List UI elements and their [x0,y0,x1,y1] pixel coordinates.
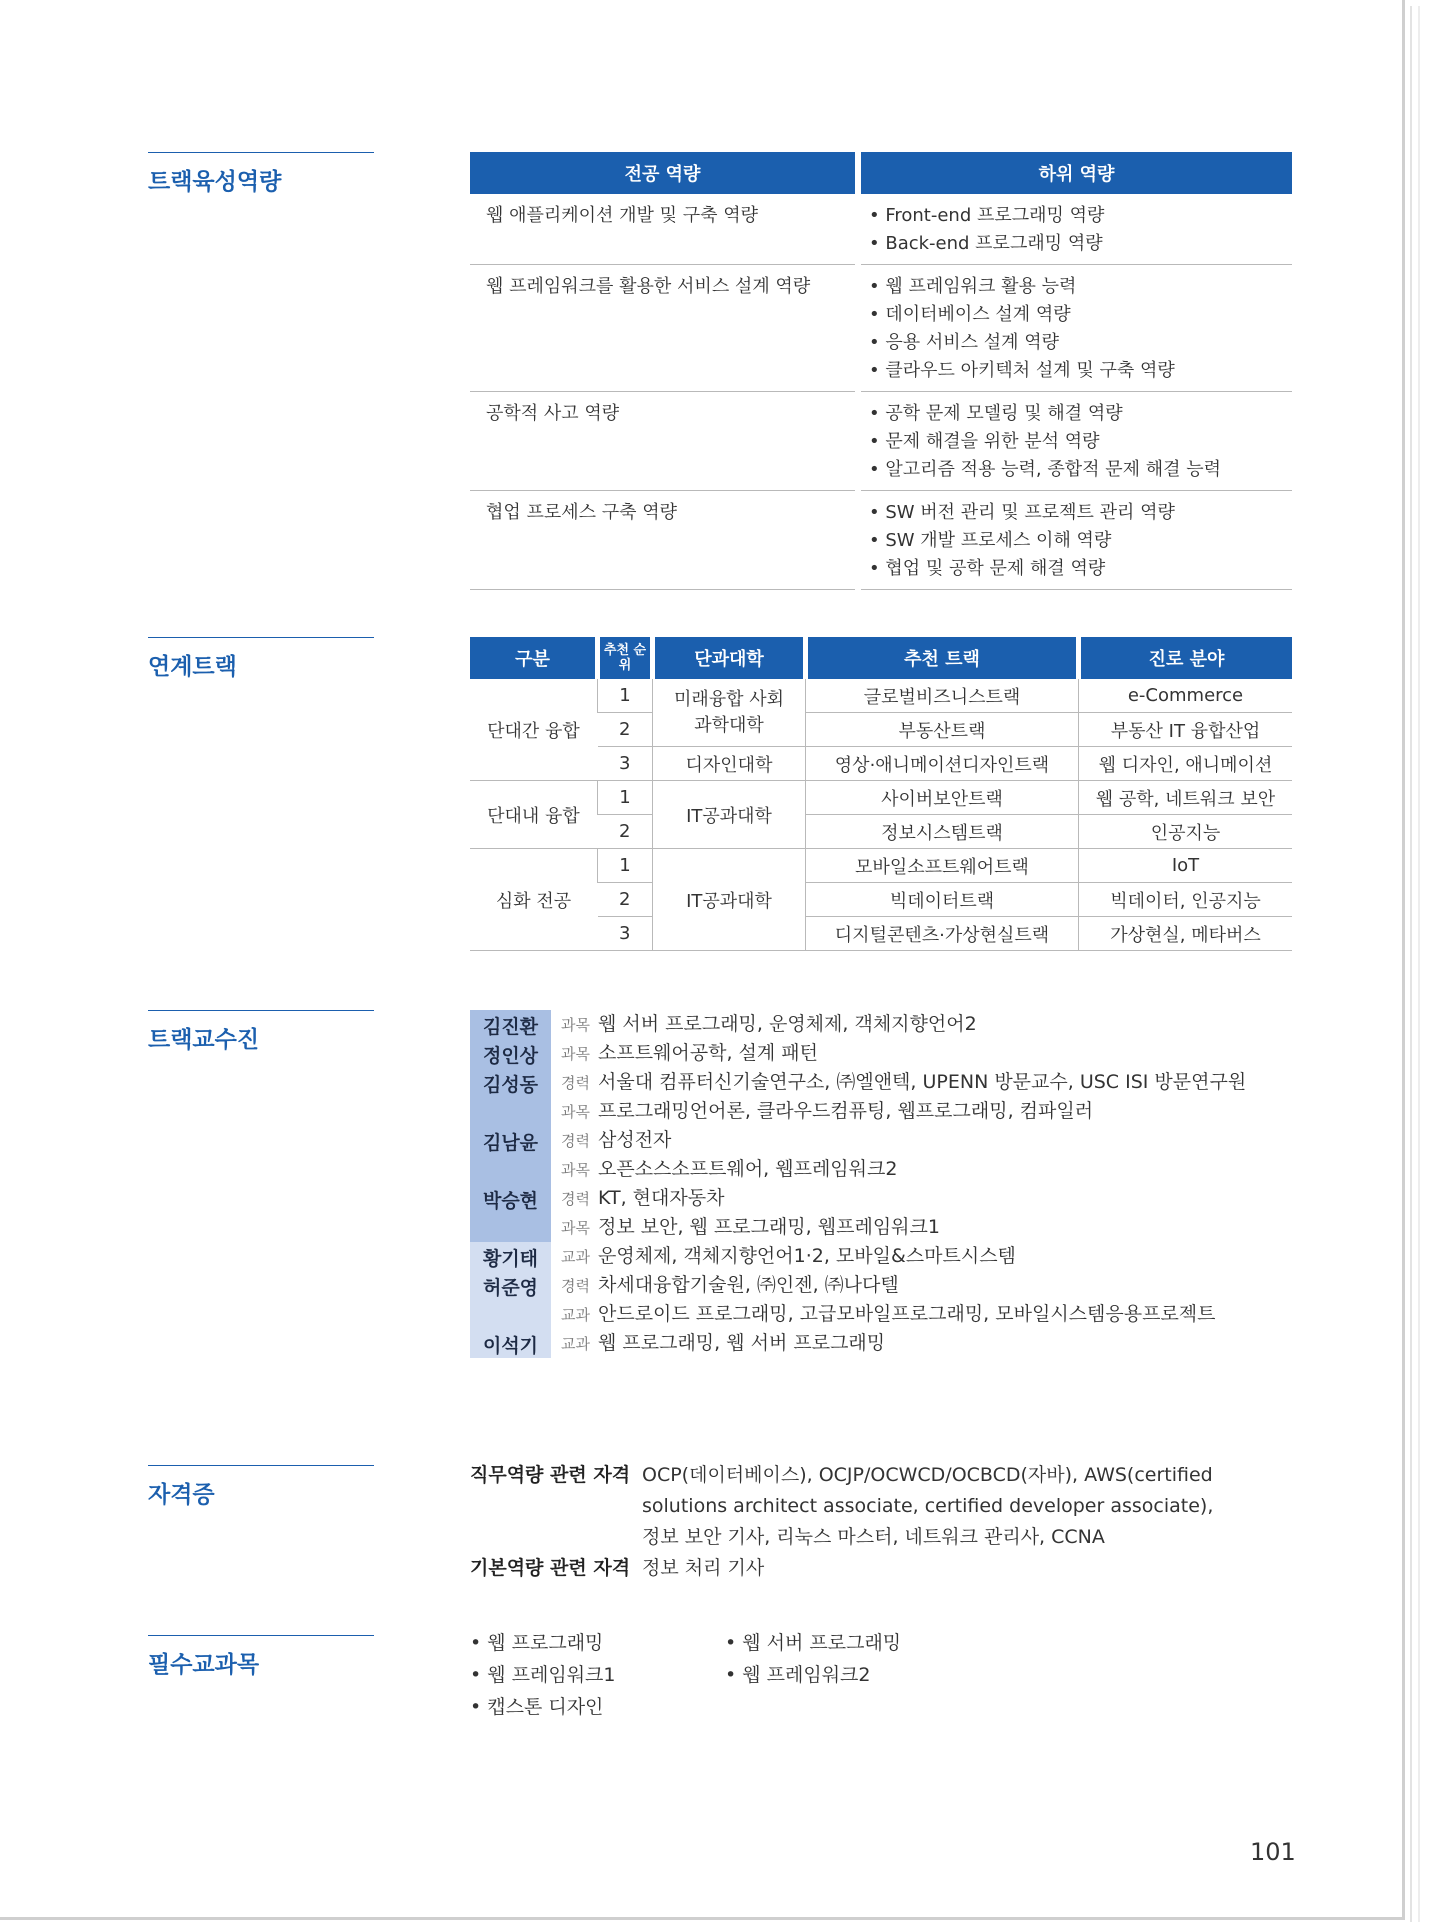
faculty-line-value: 프로그래밍언어론, 클라우드컴퓨팅, 웹프로그래밍, 컴파일러 [597,1100,1094,1122]
section-label-competency: 트랙육성역량 [148,152,374,196]
career-cell: 웹 공학, 네트워크 보안 [1079,781,1293,815]
faculty-line-key: 경력 [561,1132,590,1150]
rank-cell: 1 [598,849,653,883]
track-cell: 사이버보안트랙 [806,781,1079,815]
faculty-name: 박승현 [470,1184,551,1242]
faculty-line-value: 웹 서버 프로그래밍, 운영체제, 객체지향언어2 [597,1013,977,1035]
header-track: 추천 트랙 [806,637,1079,679]
sub-item: • 웹 프레임워크 활용 능력 [869,276,1077,297]
faculty-line-key: 과목 [561,1045,590,1063]
faculty-line [561,1184,940,1213]
college-cell: 디자인대학 [653,747,806,781]
table-row [470,392,1292,491]
sub-item: • 문제 해결을 위한 분석 역량 [869,431,1100,452]
faculty-line [561,1213,940,1242]
faculty-line-value: 정보 보안, 웹 프로그래밍, 웹프레임워크1 [597,1216,940,1238]
category-cell: 단대내 융합 [470,781,598,849]
page-stack-edge [1410,6,1420,1922]
faculty-name: 김성동 [470,1068,551,1126]
sub-item: • SW 개발 프로세스 이해 역량 [869,530,1112,551]
faculty-row [470,1184,1292,1242]
competency-table [470,152,1292,590]
faculty-line [561,1039,818,1068]
track-cell: 빅데이터트랙 [806,883,1079,917]
table-row [470,679,1292,713]
faculty-line [561,1271,1216,1300]
header-sub-competency: 하위 역량 [858,152,1292,194]
faculty-row [470,1010,1292,1039]
faculty-line-key: 과목 [561,1219,590,1237]
career-cell: 부동산 IT 융합산업 [1079,713,1293,747]
competency-subs [858,491,1292,590]
faculty-line-value: 안드로이드 프로그래밍, 고급모바일프로그래밍, 모바일시스템응용프로젝트 [597,1303,1216,1325]
cert-label: 직무역량 관련 자격 [470,1464,631,1486]
rank-cell: 1 [598,781,653,815]
page-number: 101 [1250,1838,1296,1866]
sub-item: • 공학 문제 모델링 및 해결 역량 [869,403,1123,424]
table-row [470,849,1292,883]
course-item: • 웹 프레임워크1 [470,1664,616,1686]
faculty-name: 이석기 [470,1329,551,1358]
faculty-line [561,1010,977,1039]
category-cell: 심화 전공 [470,849,598,951]
cert-label: 기본역량 관련 자격 [470,1557,631,1579]
cert-value [642,1460,1213,1553]
faculty-line-key: 경력 [561,1074,590,1092]
sub-item: • 데이터베이스 설계 역량 [869,304,1071,325]
track-cell: 영상·애니메이션디자인트랙 [806,747,1079,781]
rank-cell: 1 [598,679,653,713]
college-cell: 미래융합 사회과학대학 [653,679,806,747]
faculty-line-key: 경력 [561,1277,590,1295]
faculty-line-key: 교과 [561,1248,590,1266]
header-category: 구분 [470,637,598,679]
faculty-detail [551,1329,885,1358]
sub-item: • Back-end 프로그래밍 역량 [869,233,1103,254]
faculty-line [561,1068,1246,1097]
faculty-name: 김남윤 [470,1126,551,1184]
faculty-detail [551,1184,940,1242]
faculty-name: 김진환 [470,1010,551,1039]
linked-track-table [470,637,1292,951]
course-item: • 웹 프로그래밍 [470,1632,604,1654]
competency-main: 공학적 사고 역량 [470,392,858,491]
career-cell: IoT [1079,849,1293,883]
track-cell: 글로벌비즈니스트랙 [806,679,1079,713]
career-cell: 빅데이터, 인공지능 [1079,883,1293,917]
faculty-detail [551,1010,977,1039]
faculty-line-key: 교과 [561,1335,590,1353]
career-cell: 인공지능 [1079,815,1293,849]
track-cell: 디지털콘텐츠·가상현실트랙 [806,917,1079,951]
rank-cell: 2 [598,713,653,747]
faculty-row [470,1242,1292,1271]
college-cell: IT공과대학 [653,781,806,849]
cert-row-basic [470,1553,1310,1584]
section-label-linked: 연계트랙 [148,637,374,681]
faculty-line [561,1097,1246,1126]
category-cell: 단대간 융합 [470,679,598,781]
competency-main: 웹 애플리케이션 개발 및 구축 역량 [470,194,858,265]
course-item: • 캡스톤 디자인 [470,1696,604,1718]
table-row [470,491,1292,590]
rank-cell: 2 [598,883,653,917]
course-item: • 웹 프레임워크2 [725,1664,871,1686]
faculty-line-key: 과목 [561,1103,590,1121]
faculty-row [470,1271,1292,1329]
faculty-line-value: 웹 프로그래밍, 웹 서버 프로그래밍 [597,1332,886,1354]
faculty-line-key: 과목 [561,1016,590,1034]
faculty-detail [551,1242,1016,1271]
header-rank: 추천 순위 [598,637,653,679]
faculty-line [561,1300,1216,1329]
faculty-row [470,1126,1292,1184]
section-label-required: 필수교과목 [148,1635,374,1679]
section-label-faculty: 트랙교수진 [148,1010,374,1054]
faculty-row [470,1039,1292,1068]
faculty-detail [551,1271,1216,1329]
track-cell: 부동산트랙 [806,713,1079,747]
faculty-name: 정인상 [470,1039,551,1068]
career-cell: 웹 디자인, 애니메이션 [1079,747,1293,781]
faculty-detail [551,1126,897,1184]
faculty-name: 허준영 [470,1271,551,1329]
faculty-line-value: 소프트웨어공학, 설계 패턴 [597,1042,818,1064]
cert-row-job [470,1460,1310,1553]
sub-item: • Front-end 프로그래밍 역량 [869,205,1105,226]
track-cell: 정보시스템트랙 [806,815,1079,849]
cert-line: 정보 보안 기사, 리눅스 마스터, 네트워크 관리사, CCNA [642,1526,1105,1548]
table-row [470,194,1292,265]
faculty-line-value: 차세대융합기술원, ㈜인젠, ㈜나다텔 [597,1274,899,1296]
competency-subs [858,392,1292,491]
faculty-line-value: 서울대 컴퓨터신기술연구소, ㈜엘앤텍, UPENN 방문교수, USC ISI 방문연구원 [597,1071,1247,1093]
competency-main: 웹 프레임워크를 활용한 서비스 설계 역량 [470,265,858,392]
table-row [470,781,1292,815]
rank-cell: 3 [598,917,653,951]
header-career: 진로 분야 [1079,637,1293,679]
track-cell: 모바일소프트웨어트랙 [806,849,1079,883]
sub-item: • 응용 서비스 설계 역량 [869,332,1059,353]
faculty-list [470,1010,1292,1358]
faculty-line [561,1126,897,1155]
rank-cell: 3 [598,747,653,781]
table-row [470,265,1292,392]
faculty-line-key: 교과 [561,1306,590,1324]
cert-value: 정보 처리 기사 [642,1557,765,1579]
sub-item: • 협업 및 공학 문제 해결 역량 [869,558,1106,579]
competency-subs [858,265,1292,392]
faculty-line [561,1155,897,1184]
header-major-competency: 전공 역량 [470,152,858,194]
sub-item: • 알고리즘 적용 능력, 종합적 문제 해결 능력 [869,459,1221,480]
sub-item: • 클라우드 아키텍처 설계 및 구축 역량 [869,360,1175,381]
competency-main: 협업 프로세스 구축 역량 [470,491,858,590]
rank-cell: 2 [598,815,653,849]
course-item: • 웹 서버 프로그래밍 [725,1632,902,1654]
faculty-name: 황기태 [470,1242,551,1271]
section-label-certificates: 자격증 [148,1465,374,1509]
faculty-detail [551,1068,1246,1126]
sub-item: • SW 버전 관리 및 프로젝트 관리 역량 [869,502,1175,523]
faculty-detail [551,1039,818,1068]
faculty-line-key: 과목 [561,1161,590,1179]
college-cell: IT공과대학 [653,849,806,951]
cert-line: solutions architect associate, certified developer associate), [642,1495,1214,1517]
faculty-line [561,1242,1016,1271]
faculty-line-key: 경력 [561,1190,590,1208]
faculty-row [470,1329,1292,1358]
certificates-block [470,1460,1310,1584]
faculty-row [470,1068,1292,1126]
faculty-line-value: 운영체제, 객체지향언어1·2, 모바일&스마트시스템 [597,1245,1016,1267]
career-cell: 가상현실, 메타버스 [1079,917,1293,951]
faculty-line-value: 오픈소스소프트웨어, 웹프레임워크2 [597,1158,898,1180]
faculty-line-value: KT, 현대자동차 [597,1187,725,1209]
header-college: 단과대학 [653,637,806,679]
cert-line: OCP(데이터베이스), OCJP/OCWCD/OCBCD(자바), AWS(certified [642,1464,1213,1486]
faculty-line-value: 삼성전자 [597,1129,672,1151]
faculty-line [561,1329,885,1358]
competency-subs [858,194,1292,265]
career-cell: e-Commerce [1079,679,1293,713]
